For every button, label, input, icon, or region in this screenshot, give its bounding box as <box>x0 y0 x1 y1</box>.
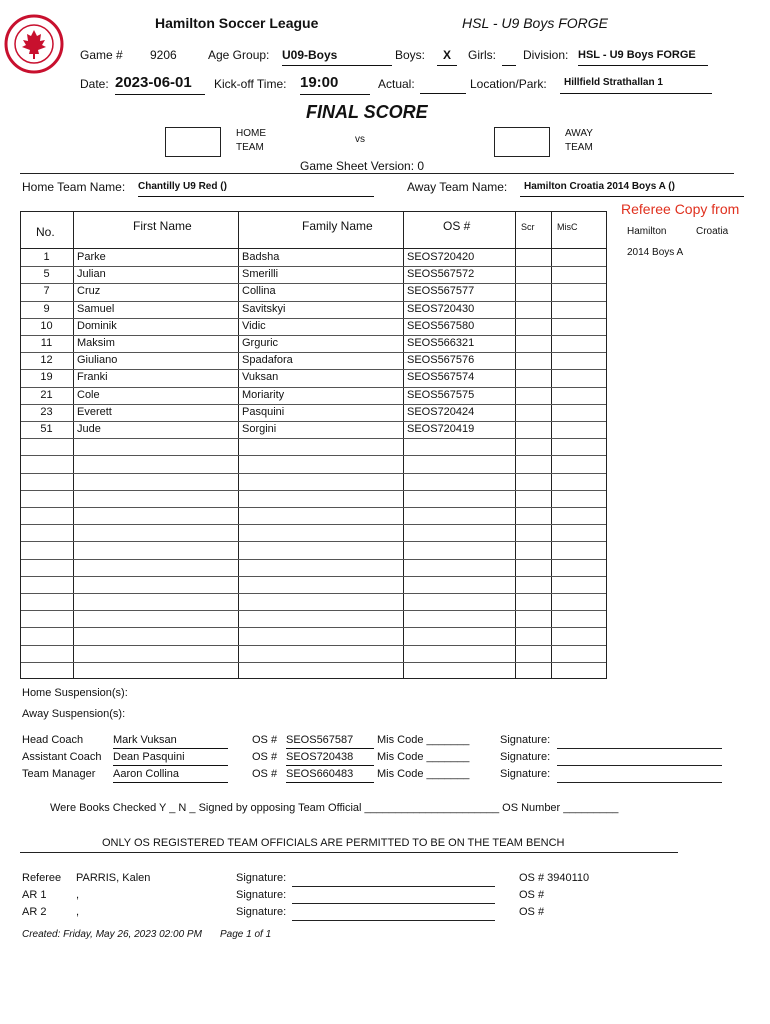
date-label: Date: <box>80 77 109 91</box>
player-family-name: Vuksan <box>242 371 279 384</box>
referee-copy-title: Referee Copy from <box>621 201 740 217</box>
table-row <box>21 627 606 645</box>
division-label: Division: <box>523 48 569 62</box>
official-os-label: OS # <box>252 734 278 746</box>
referee-signature-label: Signature: <box>236 872 287 884</box>
table-row <box>21 541 606 559</box>
player-number: 9 <box>43 302 50 315</box>
referee-copy-line2: 2014 Boys A <box>627 247 684 258</box>
player-family-name: Vidic <box>242 319 266 332</box>
bench-notice: ONLY OS REGISTERED TEAM OFFICIALS ARE PERMITTED TO BE ON THE TEAM BENCH <box>102 837 565 849</box>
roster-table <box>20 211 607 679</box>
referee-os-number: OS # <box>519 889 545 901</box>
header-misc: MisC <box>557 222 578 232</box>
girls-label: Girls: <box>468 48 496 62</box>
table-row <box>21 455 606 473</box>
player-first-name: Cole <box>77 388 100 401</box>
date-value: 2023-06-01 <box>115 74 205 95</box>
created-footer: Created: Friday, May 26, 2023 02:00 PM <box>22 929 202 940</box>
player-first-name: Everett <box>77 405 112 418</box>
official-signature-label: Signature: <box>500 734 551 746</box>
player-family-name: Grguric <box>242 337 279 349</box>
referee-signature-line[interactable] <box>292 886 495 887</box>
player-number: 12 <box>40 354 53 367</box>
player-family-name: Sorgini <box>242 423 277 435</box>
player-number: 1 <box>43 251 50 263</box>
referee-os-number: OS # 3940110 <box>519 872 590 884</box>
official-role: Head Coach <box>22 734 84 746</box>
girls-value <box>502 48 516 66</box>
away-team-name: Hamilton Croatia 2014 Boys A () <box>520 181 744 197</box>
official-name: Aaron Collina <box>113 768 228 783</box>
table-row <box>21 352 606 370</box>
header-scr: Scr <box>521 222 535 232</box>
player-number: 11 <box>40 337 53 349</box>
player-os-number: SEOS720430 <box>407 302 475 315</box>
table-row <box>21 301 606 319</box>
player-family-name: Savitskyi <box>242 302 286 315</box>
player-first-name: Maksim <box>77 337 115 349</box>
game-sheet-version: Game Sheet Version: 0 <box>300 159 425 173</box>
referee-signature-label: Signature: <box>236 906 287 918</box>
player-number: 21 <box>40 388 53 401</box>
official-signature-line[interactable] <box>557 748 722 749</box>
table-row <box>21 266 606 284</box>
table-row <box>21 610 606 628</box>
game-label: Game # <box>80 48 123 62</box>
referee-role: AR 2 <box>22 906 47 918</box>
player-os-number: SEOS720420 <box>407 251 475 263</box>
table-row <box>21 249 606 267</box>
player-os-number: SEOS567572 <box>407 268 475 281</box>
age-group-value: U09-Boys <box>282 48 392 66</box>
actual-value <box>420 77 466 94</box>
referee-signature-line[interactable] <box>292 920 495 921</box>
away-suspensions: Away Suspension(s): <box>22 708 126 720</box>
header-first-name: First Name <box>133 219 192 233</box>
league-title: Hamilton Soccer League <box>155 15 319 31</box>
location-value: Hillfield Strathallan 1 <box>560 77 712 94</box>
home-suspensions: Home Suspension(s): <box>22 687 128 699</box>
kickoff-value: 19:00 <box>300 74 370 95</box>
away-team-label-1: AWAY <box>565 128 593 139</box>
player-os-number: SEOS567575 <box>407 388 475 401</box>
official-os-label: OS # <box>252 768 278 780</box>
referee-copy-line1a: Hamilton <box>627 226 667 237</box>
player-family-name: Moriarity <box>242 388 285 401</box>
official-os-label: OS # <box>252 751 278 763</box>
official-role: Team Manager <box>22 768 96 780</box>
table-row <box>21 335 606 353</box>
player-family-name: Pasquini <box>242 405 285 418</box>
notice-rule <box>20 852 678 853</box>
home-team-label: Home Team Name: <box>22 180 126 194</box>
home-team-label-1: HOME <box>236 128 266 139</box>
league-logo <box>4 14 64 74</box>
player-number: 5 <box>43 268 50 281</box>
referee-role: Referee <box>22 872 62 884</box>
player-os-number: SEOS567574 <box>407 371 475 384</box>
referee-name: PARRIS, Kalen <box>76 872 151 884</box>
table-row <box>21 662 606 679</box>
referee-name: , <box>76 906 80 918</box>
player-os-number: SEOS567580 <box>407 319 475 332</box>
page-footer: Page 1 of 1 <box>220 929 272 940</box>
referee-os-number: OS # <box>519 906 545 918</box>
official-os-number: SEOS720438 <box>286 751 374 766</box>
official-os-number: SEOS660483 <box>286 768 374 783</box>
away-score-box[interactable] <box>494 127 550 157</box>
official-mis-code: Mis Code _______ <box>377 734 470 746</box>
table-row <box>21 473 606 491</box>
player-os-number: SEOS566321 <box>407 337 475 349</box>
table-row <box>21 369 606 387</box>
official-role: Assistant Coach <box>22 751 102 763</box>
table-row <box>21 593 606 611</box>
boys-label: Boys: <box>395 48 426 62</box>
boys-value: X <box>437 48 457 66</box>
away-team-label-2: TEAM <box>565 142 593 153</box>
table-row <box>21 387 606 405</box>
player-first-name: Franki <box>77 371 108 384</box>
player-first-name: Cruz <box>77 285 101 298</box>
table-row <box>21 318 606 336</box>
referee-signature-label: Signature: <box>236 889 287 901</box>
player-first-name: Julian <box>77 268 106 281</box>
player-os-number: SEOS720419 <box>407 423 475 435</box>
player-number: 51 <box>40 423 53 435</box>
player-first-name: Jude <box>77 423 101 435</box>
vs-label: vs <box>355 134 365 145</box>
age-group-label: Age Group: <box>208 48 270 62</box>
table-row <box>21 404 606 422</box>
table-row <box>21 421 606 439</box>
player-number: 19 <box>40 371 53 384</box>
home-score-box[interactable] <box>165 127 221 157</box>
player-family-name: Collina <box>242 285 276 298</box>
player-os-number: SEOS567576 <box>407 354 475 367</box>
table-row <box>21 645 606 663</box>
final-score-title: FINAL SCORE <box>306 102 428 122</box>
official-signature-line[interactable] <box>557 765 722 766</box>
actual-label: Actual: <box>378 77 415 91</box>
table-row <box>21 490 606 508</box>
division-title: HSL - U9 Boys FORGE <box>462 15 609 31</box>
version-rule <box>20 173 734 174</box>
player-number: 23 <box>40 405 53 418</box>
player-first-name: Parke <box>77 251 106 263</box>
home-team-name: Chantilly U9 Red () <box>138 181 374 197</box>
player-os-number: SEOS720424 <box>407 405 475 418</box>
header-family-name: Family Name <box>302 219 373 233</box>
player-os-number: SEOS567577 <box>407 285 475 298</box>
official-mis-code: Mis Code _______ <box>377 768 470 780</box>
table-row <box>21 283 606 301</box>
player-family-name: Badsha <box>242 251 280 263</box>
table-row <box>21 524 606 542</box>
player-first-name: Samuel <box>77 302 115 315</box>
referee-name: , <box>76 889 80 901</box>
official-os-number: SEOS567587 <box>286 734 374 749</box>
official-name: Mark Vuksan <box>113 734 228 749</box>
books-checked-line: Were Books Checked Y _ N _ Signed by opposing Team Official ______________________ OS Number _________ <box>50 802 619 814</box>
table-row <box>21 559 606 577</box>
table-row <box>21 576 606 594</box>
game-number: 9206 <box>150 48 177 62</box>
official-signature-line[interactable] <box>557 782 722 783</box>
player-family-name: Smerilli <box>242 268 279 281</box>
player-first-name: Giuliano <box>77 354 118 367</box>
home-team-label-2: TEAM <box>236 142 264 153</box>
official-mis-code: Mis Code _______ <box>377 751 470 763</box>
player-number: 7 <box>43 285 50 298</box>
official-name: Dean Pasquini <box>113 751 228 766</box>
kickoff-label: Kick-off Time: <box>214 77 287 91</box>
away-team-label: Away Team Name: <box>407 180 508 194</box>
official-signature-label: Signature: <box>500 751 551 763</box>
roster-header <box>21 212 606 249</box>
referee-signature-line[interactable] <box>292 903 495 904</box>
location-label: Location/Park: <box>470 77 547 91</box>
header-no: No. <box>36 225 55 239</box>
referee-copy-line1b: Croatia <box>696 226 729 237</box>
table-row <box>21 438 606 456</box>
player-number: 10 <box>40 319 53 332</box>
player-first-name: Dominik <box>77 319 117 332</box>
official-signature-label: Signature: <box>500 768 551 780</box>
referee-role: AR 1 <box>22 889 47 901</box>
division-value: HSL - U9 Boys FORGE <box>578 49 708 66</box>
player-family-name: Spadafora <box>242 354 293 367</box>
header-os: OS # <box>443 219 471 233</box>
table-row <box>21 507 606 525</box>
